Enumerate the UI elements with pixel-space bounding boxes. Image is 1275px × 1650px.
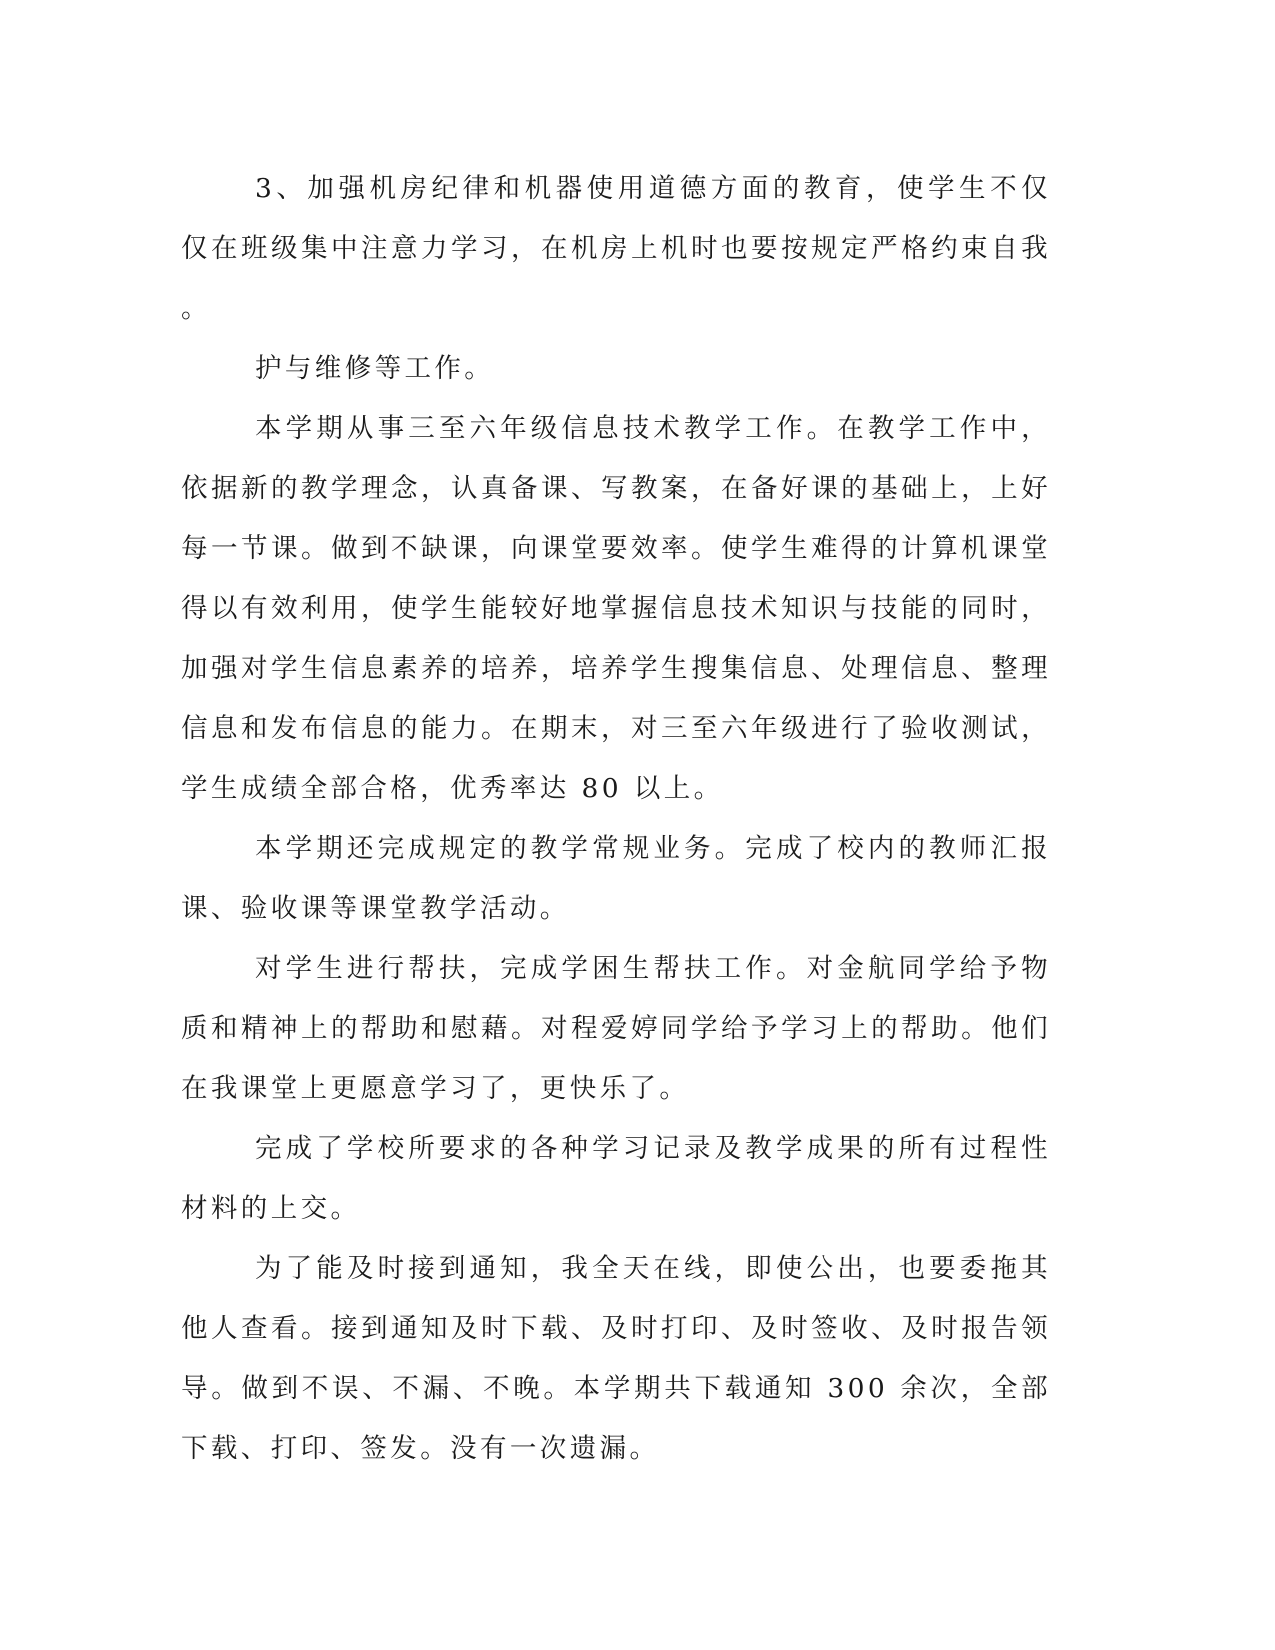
paragraph-discipline-education: 3、加强机房纪律和机器使用道德方面的教育，使学生不仅仅在班级集中注意力学习，在机房上机时也要按规定严格约束自我。 bbox=[181, 173, 1051, 324]
paragraph-routine-tasks: 本学期还完成规定的教学常规业务。完成了校内的教师汇报课、验收课等课堂教学活动。 bbox=[181, 833, 1051, 924]
paragraph-notifications: 为了能及时接到通知，我全天在线，即使公出，也要委拖其他人查看。接到通知及时下载、及时打印、及时签收、及时报告领导。做到不误、不漏、不晚。本学期共下载通知 300 余次，全部下载、打印、签发。没有一次遗漏。 bbox=[181, 1253, 1051, 1464]
paragraph-materials-submission: 完成了学校所要求的各种学习记录及教学成果的所有过程性材料的上交。 bbox=[181, 1133, 1051, 1224]
document-body bbox=[181, 159, 1051, 1479]
paragraph-maintenance: 护与维修等工作。 bbox=[255, 353, 495, 384]
paragraph-student-support: 对学生进行帮扶，完成学困生帮扶工作。对金航同学给予物质和精神上的帮助和慰藉。对程爱婷同学给予学习上的帮助。他们在我课堂上更愿意学习了，更快乐了。 bbox=[181, 953, 1051, 1104]
paragraph-teaching-work: 本学期从事三至六年级信息技术教学工作。在教学工作中，依据新的教学理念，认真备课、写教案，在备好课的基础上，上好每一节课。做到不缺课，向课堂要效率。使学生难得的计算机课堂得以有效利用，使学生能较好地掌握信息技术知识与技能的同时，加强对学生信息素养的培养，培养学生搜集信息、处理信息、整理信息和发布信息的能力。在期末，对三至六年级进行了验收测试，学生成绩全部合格，优秀率达 80 以上。 bbox=[181, 413, 1051, 804]
